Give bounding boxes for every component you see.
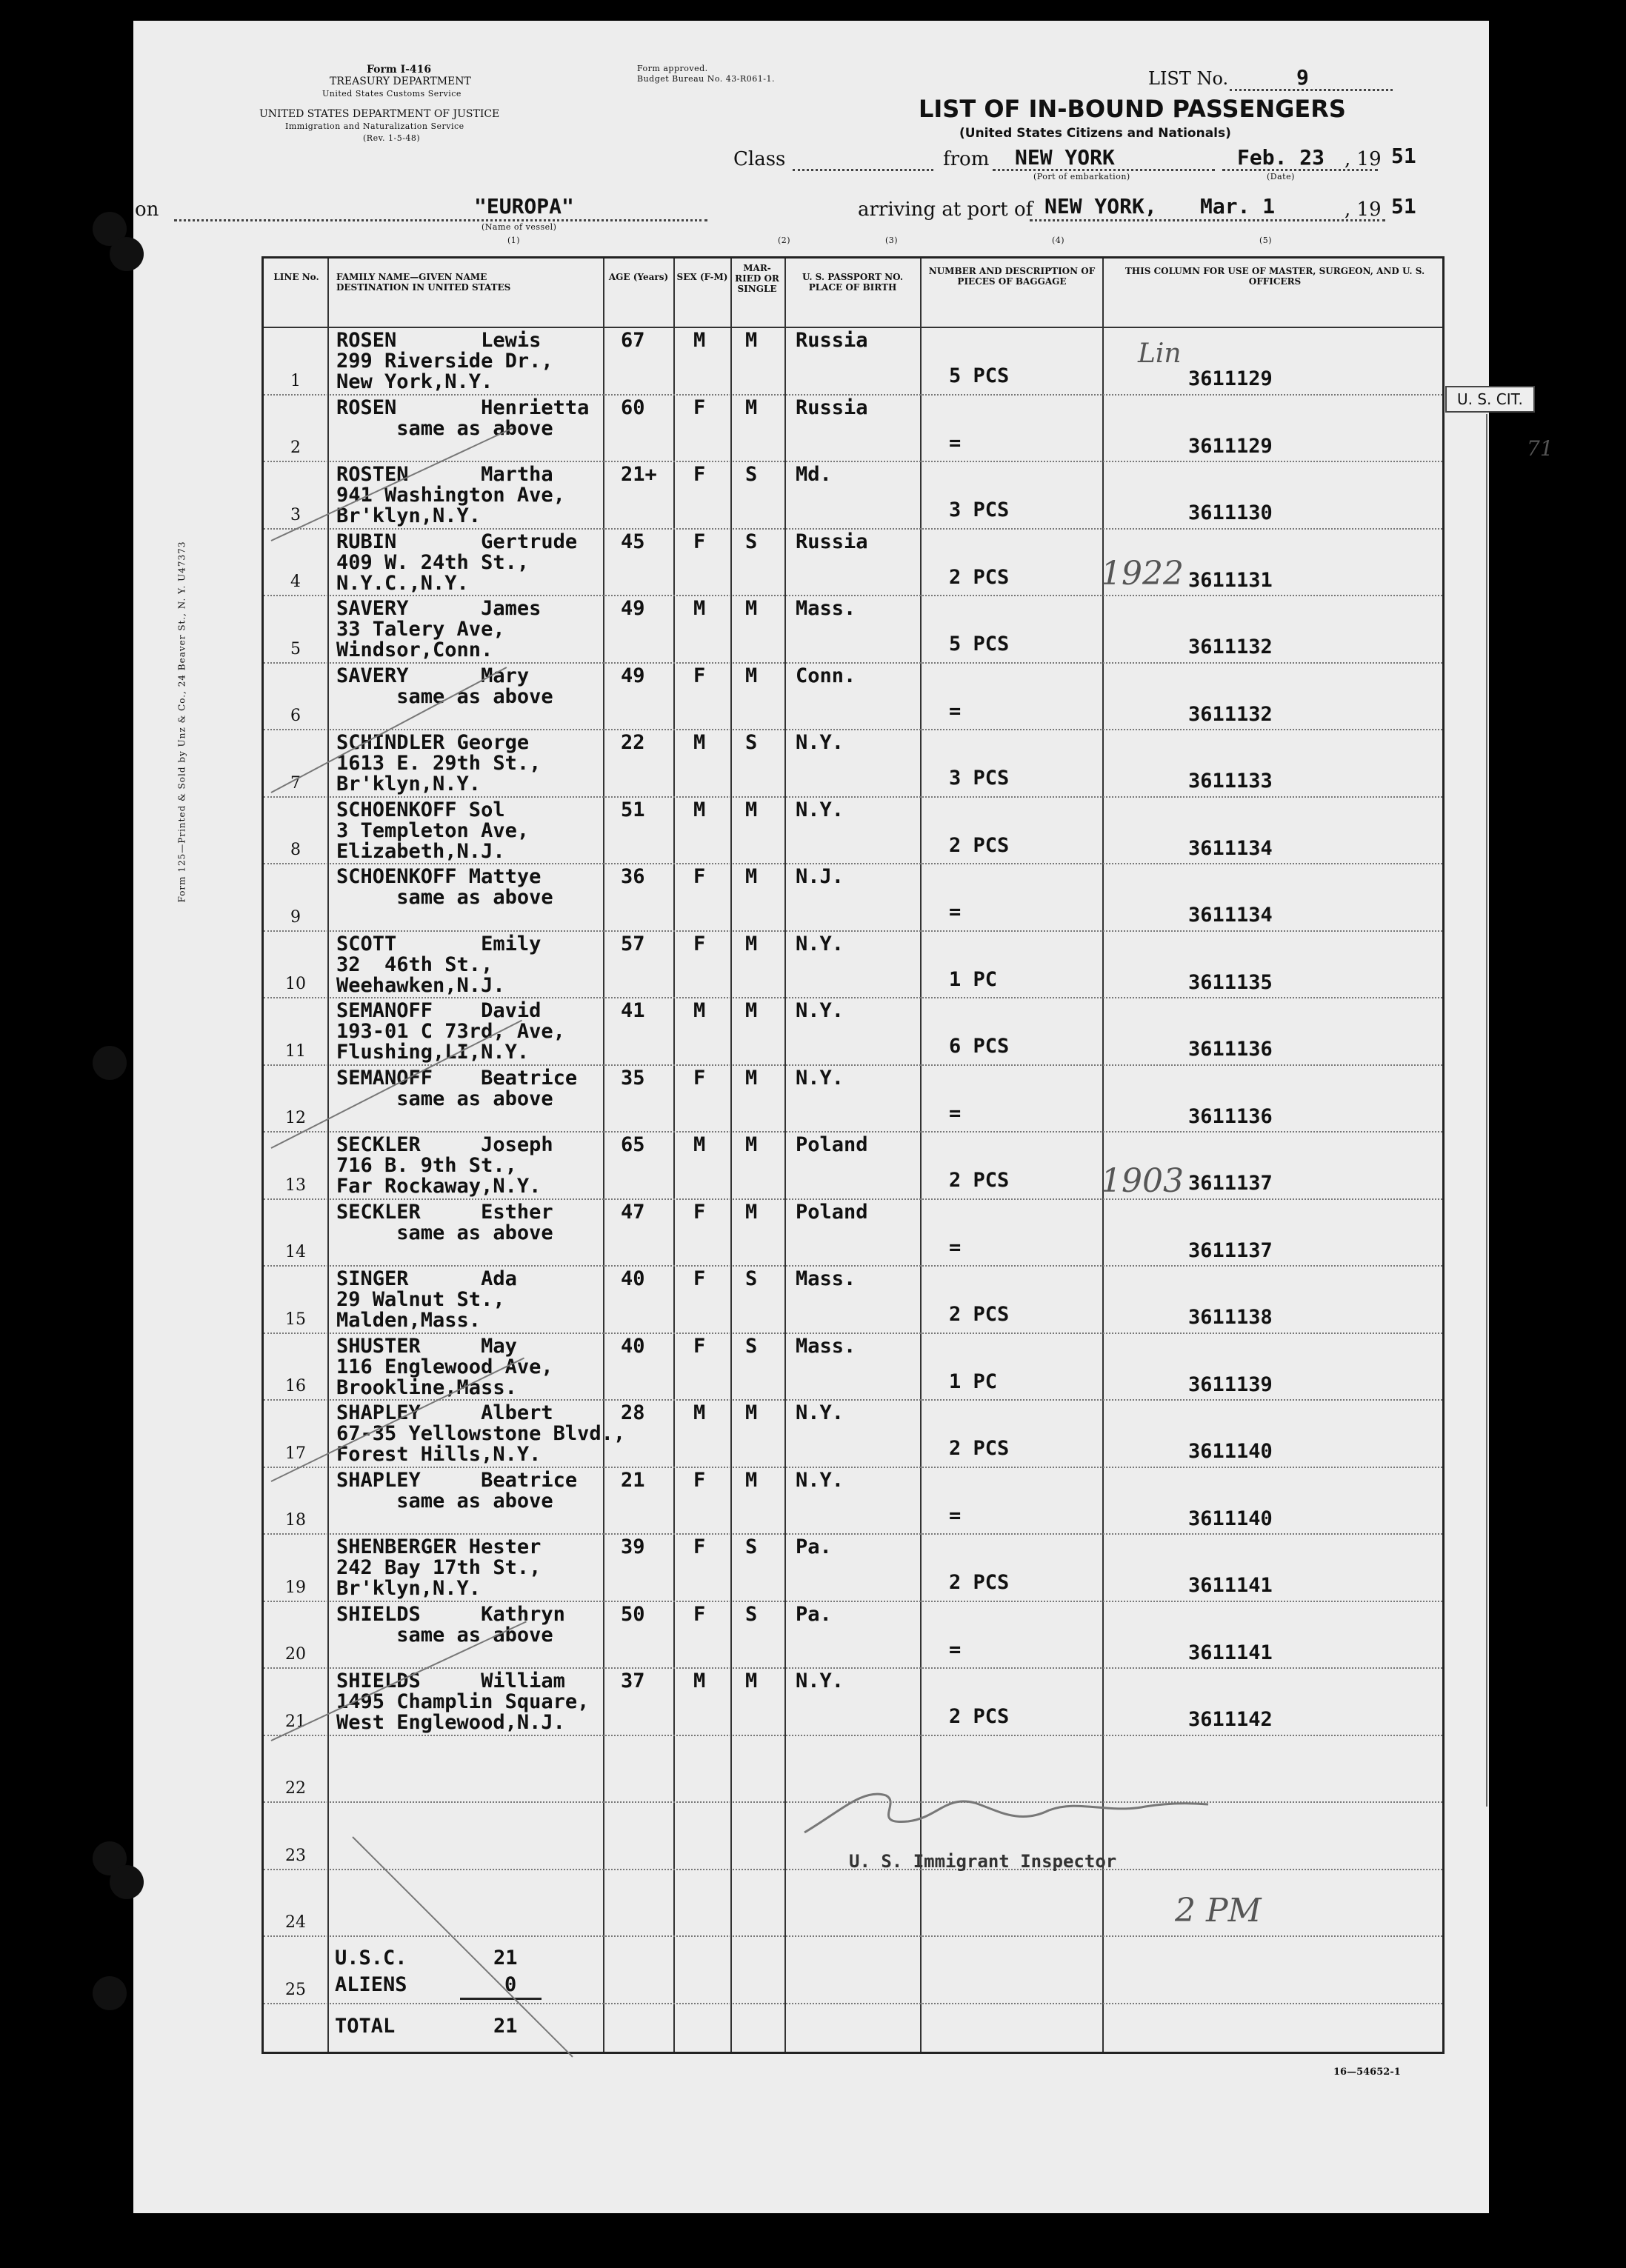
passenger-birthplace: N.J. [796,865,844,888]
aliens-label: ALIENS [335,1973,407,1996]
passenger-name: SHENBERGER Hester [336,1535,542,1558]
arriving-label: arriving at port of [858,199,1033,221]
passenger-marital-status: S [745,1602,758,1626]
line-number: 7 [290,773,301,793]
passenger-name: SHAPLEY Beatrice [336,1468,578,1492]
passenger-baggage: 5 PCS [949,633,1010,656]
punch-hole [93,1046,127,1080]
list-number: 9 [1296,65,1309,90]
printer-imprint: Form 125—Printed & Sold by Unz & Co., 24 Beaver St., N. Y. U47373 [176,541,187,903]
line-number: 11 [285,1041,306,1061]
passenger-marital-status: S [745,1267,758,1290]
passenger-sex: F [693,932,706,955]
passenger-sex: M [693,731,706,754]
port-embark-caption: (Port of embarkation) [1033,172,1130,181]
passenger-name: SCHOENKOFF Mattye [336,865,542,888]
line-number: 8 [290,841,301,859]
passenger-sex: F [693,1334,706,1358]
passenger-address: 116 Englewood Ave, [336,1355,553,1378]
year-prefix-1: , 19 [1345,148,1382,170]
passenger-address: 242 Bay 17th St., [336,1556,542,1579]
handwritten-note-71: 71 [1527,436,1553,461]
passenger-age: 22 [621,731,645,754]
departure-date: Feb. 23 [1237,145,1325,170]
passenger-baggage: = [949,1235,962,1259]
officer-number: 3611132 [1188,636,1273,658]
passenger-sex: F [693,463,706,486]
passenger-baggage: = [949,431,962,455]
class-label: Class [733,148,786,170]
passenger-address: 1613 E. 29th St., [336,752,542,775]
header-passport: U. S. PASSPORT NO. PLACE OF BIRTH [802,272,904,293]
passenger-age: 60 [621,396,645,419]
passenger-marital-status: S [745,1535,758,1558]
passenger-baggage: 2 PCS [949,565,1010,589]
passenger-marital-status: M [745,1468,758,1492]
passenger-city: Br'klyn,N.Y. [336,504,482,527]
line-number: 2 [290,438,301,457]
passenger-marital-status: M [745,597,758,620]
passenger-address: same as above [336,416,553,440]
passenger-baggage: 2 PCS [949,1169,1010,1192]
inspector-signature [797,1781,1212,1840]
passenger-address: 716 B. 9th St., [336,1154,517,1177]
vessel-caption: (Name of vessel) [482,222,557,232]
passenger-name: SCHINDLER George [336,731,530,754]
passenger-marital-status: S [745,1334,758,1358]
passenger-sex: F [693,1602,706,1626]
passenger-sex: M [693,1670,706,1692]
passenger-sex: F [693,1468,706,1492]
passenger-marital-status: M [745,999,758,1022]
passenger-age: 21 [621,1468,645,1492]
vessel-name: "EUROPA" [474,194,574,219]
passenger-sex: M [693,798,706,821]
passenger-baggage: 2 PCS [949,1705,1010,1728]
officer-number: 3611140 [1188,1507,1273,1530]
passenger-age: 45 [621,530,645,553]
passenger-baggage: 6 PCS [949,1035,1010,1058]
line-number: 24 [285,1913,306,1932]
passenger-address: 32 46th St., [336,953,493,976]
passenger-birthplace: N.Y. [796,1468,844,1492]
line-number: 1 [290,371,301,390]
passenger-address: 193-01 C 73rd, Ave, [336,1020,565,1043]
passenger-name: SINGER Ada [336,1267,517,1290]
usc-count: 21 [493,1947,518,1970]
passenger-address: 3 Templeton Ave, [336,818,530,842]
document-subtitle: (United States Citizens and Nationals) [959,126,1231,141]
passenger-address: same as above [336,1489,553,1512]
officer-number: 3611135 [1188,970,1273,994]
officer-number: 3611131 [1188,568,1273,592]
passenger-birthplace: Md. [796,463,832,486]
passenger-name: SHAPLEY Albert [336,1401,553,1424]
passenger-marital-status: M [745,932,758,955]
officer-number: 3611141 [1188,1641,1273,1664]
document-title: LIST OF IN-BOUND PASSENGERS [919,95,1346,123]
passenger-name: ROSTEN Martha [336,463,553,486]
passenger-birthplace: Pa. [796,1602,832,1626]
header-baggage: NUMBER AND DESCRIPTION OF PIECES OF BAGGAGE [928,266,1096,287]
passenger-sex: F [693,1535,706,1558]
passenger-sex: M [693,1133,706,1156]
passenger-age: 65 [621,1133,645,1156]
passenger-city: Br'klyn,N.Y. [336,1577,482,1600]
header-sex: SEX (F-M) [676,272,728,282]
passenger-birthplace: Russia [796,530,868,553]
passenger-baggage: 3 PCS [949,767,1010,790]
passenger-sex: M [693,597,706,620]
passenger-birthplace: N.Y. [796,798,844,821]
passenger-age: 35 [621,1066,645,1090]
passenger-birthplace: Conn. [796,664,856,687]
passenger-sex: F [693,865,706,888]
passenger-sex: F [693,1267,706,1290]
col-num: (3) [885,236,899,245]
passenger-name: ROSEN Henrietta [336,396,590,419]
passenger-name: SCHOENKOFF Sol [336,798,505,821]
passenger-name: SAVERY James [336,597,542,620]
passenger-marital-status: M [745,1066,758,1090]
passenger-birthplace: N.Y. [796,731,844,754]
us-citizen-stamp: U. S. CIT. [1445,386,1535,413]
passenger-age: 49 [621,664,645,687]
col-num: (1) [507,236,521,245]
departure-year: 51 [1391,144,1416,168]
customs-service: United States Customs Service [322,89,462,99]
punch-hole [93,1976,127,2010]
line-number: 6 [290,707,301,725]
col-num: (2) [778,236,791,245]
punch-hole [110,237,144,271]
handwritten-1922: 1922 [1101,555,1184,593]
officer-number: 3611138 [1188,1306,1273,1329]
passenger-marital-status: M [745,329,758,352]
line-number: 22 [285,1779,306,1798]
port-of-embarkation: NEW YORK [1015,145,1115,170]
line-number: 5 [290,639,301,658]
passenger-baggage: 3 PCS [949,498,1010,521]
passenger-sex: M [693,999,706,1022]
port-of-arrival: NEW YORK, [1044,194,1157,219]
passenger-city: Forest Hills,N.Y. [336,1443,542,1466]
total-count: 21 [493,2015,518,2038]
passenger-sex: F [693,1200,706,1224]
header-age: AGE (Years) [608,272,669,282]
passenger-list-document [133,21,1553,2213]
ins-service: Immigration and Naturalization Service [285,121,464,131]
passenger-baggage: 2 PCS [949,833,1010,857]
date-caption: (Date) [1267,172,1295,181]
passenger-birthplace: N.Y. [796,1670,844,1692]
passenger-baggage: 1 PC [949,967,998,991]
passenger-sex: M [693,1401,706,1424]
passenger-address: same as above [336,684,553,708]
passenger-city: Malden,Mass. [336,1309,482,1332]
passenger-name: SECKLER Joseph [336,1133,553,1156]
passenger-sex: M [693,329,706,352]
passenger-age: 50 [621,1602,645,1626]
passenger-baggage: = [949,699,962,723]
line-number: 13 [285,1175,306,1195]
passenger-age: 39 [621,1535,645,1558]
arrival-year: 51 [1391,194,1416,219]
total-label: TOTAL [335,2015,396,2038]
passenger-name: ROSEN Lewis [336,329,542,352]
passenger-marital-status: M [745,1401,758,1424]
passenger-birthplace: N.Y. [796,1401,844,1424]
passenger-address: 409 W. 24th St., [336,550,530,574]
passenger-marital-status: M [745,798,758,821]
passenger-marital-status: M [745,1133,758,1156]
form-number: Form I-416 [367,64,432,76]
header-name: FAMILY NAME—GIVEN NAME DESTINATION IN UNITED STATES [336,272,511,293]
form-approved: Form approved. [637,64,708,73]
passenger-name: SEMANOFF Beatrice [336,1066,578,1090]
revision: (Rev. 1-5-48) [363,133,421,143]
line-number: 9 [290,907,301,927]
passenger-name: SCOTT Emily [336,932,542,955]
passenger-age: 67 [621,329,645,352]
handwritten-lin: Lin [1138,338,1182,369]
passenger-birthplace: Mass. [796,1267,856,1290]
col-num: (4) [1052,236,1065,245]
line-number: 25 [285,1980,306,1999]
budget-bureau: Budget Bureau No. 43-R061-1. [637,74,776,84]
passenger-address: 29 Walnut St., [336,1288,505,1311]
officer-number: 3611140 [1188,1440,1273,1463]
passenger-age: 41 [621,999,645,1022]
col-num: (5) [1259,236,1273,245]
passenger-marital-status: S [745,463,758,486]
passenger-city: Far Rockaway,N.Y. [336,1175,542,1198]
officer-number: 3611134 [1188,904,1273,927]
passenger-baggage: 5 PCS [949,364,1010,387]
passenger-address: 67-35 Yellowstone Blvd., [336,1422,626,1445]
passenger-sex: F [693,664,706,687]
passenger-marital-status: S [745,530,758,553]
passenger-address: 33 Talery Ave, [336,618,505,641]
passenger-marital-status: M [745,1200,758,1224]
passenger-city: N.Y.C.,N.Y. [336,571,469,595]
passenger-city: Windsor,Conn. [336,638,493,661]
handwritten-1903: 1903 [1101,1162,1184,1200]
passenger-birthplace: N.Y. [796,999,844,1022]
passenger-age: 37 [621,1670,645,1692]
passenger-name: SHIELDS Kathryn [336,1602,565,1626]
officer-number: 3611142 [1188,1708,1273,1731]
passenger-birthplace: Pa. [796,1535,832,1558]
passenger-birthplace: Mass. [796,597,856,620]
line-number: 10 [285,975,306,993]
passenger-birthplace: N.Y. [796,1066,844,1090]
line-number: 20 [285,1645,306,1664]
line-number: 19 [285,1578,306,1597]
usc-label: U.S.C. [335,1947,407,1970]
inspector-title: U. S. Immigrant Inspector [849,1851,1117,1872]
passenger-age: 36 [621,865,645,888]
officer-number: 3611137 [1188,1172,1273,1195]
officer-number: 3611130 [1188,501,1273,524]
officer-number: 3611129 [1188,367,1273,390]
passenger-baggage: 2 PCS [949,1303,1010,1326]
passenger-baggage: 1 PC [949,1370,998,1393]
passenger-age: 21+ [621,463,657,486]
passenger-sex: F [693,396,706,419]
passenger-baggage: = [949,1101,962,1125]
passenger-address: 1495 Champlin Square, [336,1690,590,1713]
passenger-birthplace: Mass. [796,1334,856,1358]
passenger-baggage: 2 PCS [949,1571,1010,1594]
passenger-address: same as above [336,1623,553,1647]
passenger-name: SHIELDS William [336,1670,565,1692]
line-number: 21 [285,1712,306,1731]
passenger-table [261,256,1553,2054]
passenger-birthplace: Poland [796,1133,868,1156]
passenger-city: New York,N.Y. [336,370,493,393]
officer-number: 3611136 [1188,1104,1273,1128]
passenger-marital-status: M [745,1670,758,1692]
from-label: from [943,148,990,170]
passenger-marital-status: M [745,396,758,419]
justice-dept: UNITED STATES DEPARTMENT OF JUSTICE [259,108,500,120]
passenger-age: 40 [621,1267,645,1290]
passenger-birthplace: Russia [796,329,868,352]
passenger-name: RUBIN Gertrude [336,530,578,553]
arrival-date: Mar. 1 [1200,194,1276,219]
passenger-address: 941 Washington Ave, [336,484,565,507]
passenger-sex: F [693,1066,706,1090]
passenger-city: West Englewood,N.J. [336,1711,565,1734]
treasury-dept: TREASURY DEPARTMENT [330,76,471,87]
officer-number: 3611139 [1188,1373,1273,1396]
header-line-no: LINE No. [273,272,319,282]
header-married: MAR- RIED OR SINGLE [735,263,779,294]
passenger-birthplace: Russia [796,396,868,419]
header-officers: THIS COLUMN FOR USE OF MASTER, SURGEON, AND U. S. OFFICERS [1124,266,1425,287]
passenger-marital-status: M [745,664,758,687]
aliens-count: 0 [504,1973,517,1996]
passenger-marital-status: S [745,731,758,754]
on-label: on [135,199,159,221]
line-number: 14 [285,1243,306,1261]
passenger-city: Elizabeth,N.J. [336,839,505,863]
officer-number: 3611129 [1188,434,1273,458]
passenger-age: 28 [621,1401,645,1424]
passenger-baggage: = [949,1504,962,1527]
passenger-sex: F [693,530,706,553]
line-number: 23 [285,1846,306,1865]
passenger-address: same as above [336,1221,553,1244]
passenger-address: same as above [336,886,553,909]
passenger-name: SEMANOFF David [336,999,542,1022]
officer-number: 3611132 [1188,702,1273,726]
officer-number: 3611133 [1188,770,1273,793]
form-code: 16—54652-1 [1333,2067,1401,2078]
line-number: 18 [285,1511,306,1530]
line-number: 4 [290,573,301,591]
officer-number: 3611134 [1188,836,1273,860]
passenger-address: same as above [336,1087,553,1110]
passenger-age: 51 [621,798,645,821]
officer-number: 3611141 [1188,1574,1273,1597]
year-prefix-2: , 19 [1345,199,1382,221]
handwritten-code: 2 PM [1175,1892,1262,1930]
officer-number: 3611136 [1188,1038,1273,1061]
passenger-address: 299 Riverside Dr., [336,350,553,373]
passenger-name: SAVERY Mary [336,664,530,687]
list-no-label: LIST No. [1148,68,1229,89]
line-number: 15 [285,1310,306,1329]
passenger-birthplace: Poland [796,1200,868,1224]
passenger-city: Weehawken,N.J. [336,973,505,997]
passenger-age: 40 [621,1334,645,1358]
line-number: 12 [285,1109,306,1127]
passenger-name: SECKLER Esther [336,1200,553,1224]
passenger-birthplace: N.Y. [796,932,844,955]
passenger-baggage: = [949,901,962,924]
line-number: 3 [290,505,301,524]
passenger-city: Br'klyn,N.Y. [336,773,482,796]
passenger-age: 49 [621,597,645,620]
passenger-baggage: 2 PCS [949,1437,1010,1460]
passenger-age: 47 [621,1200,645,1224]
passenger-marital-status: M [745,865,758,888]
punch-hole [110,1865,144,1899]
passenger-city: Flushing,LI,N.Y. [336,1041,530,1064]
officer-number: 3611137 [1188,1238,1273,1262]
passenger-baggage: = [949,1638,962,1661]
passenger-city: Brookline,Mass. [336,1375,517,1399]
passenger-name: SHUSTER May [336,1334,517,1358]
passenger-age: 57 [621,932,645,955]
line-number: 17 [285,1444,306,1463]
line-number: 16 [285,1377,306,1395]
